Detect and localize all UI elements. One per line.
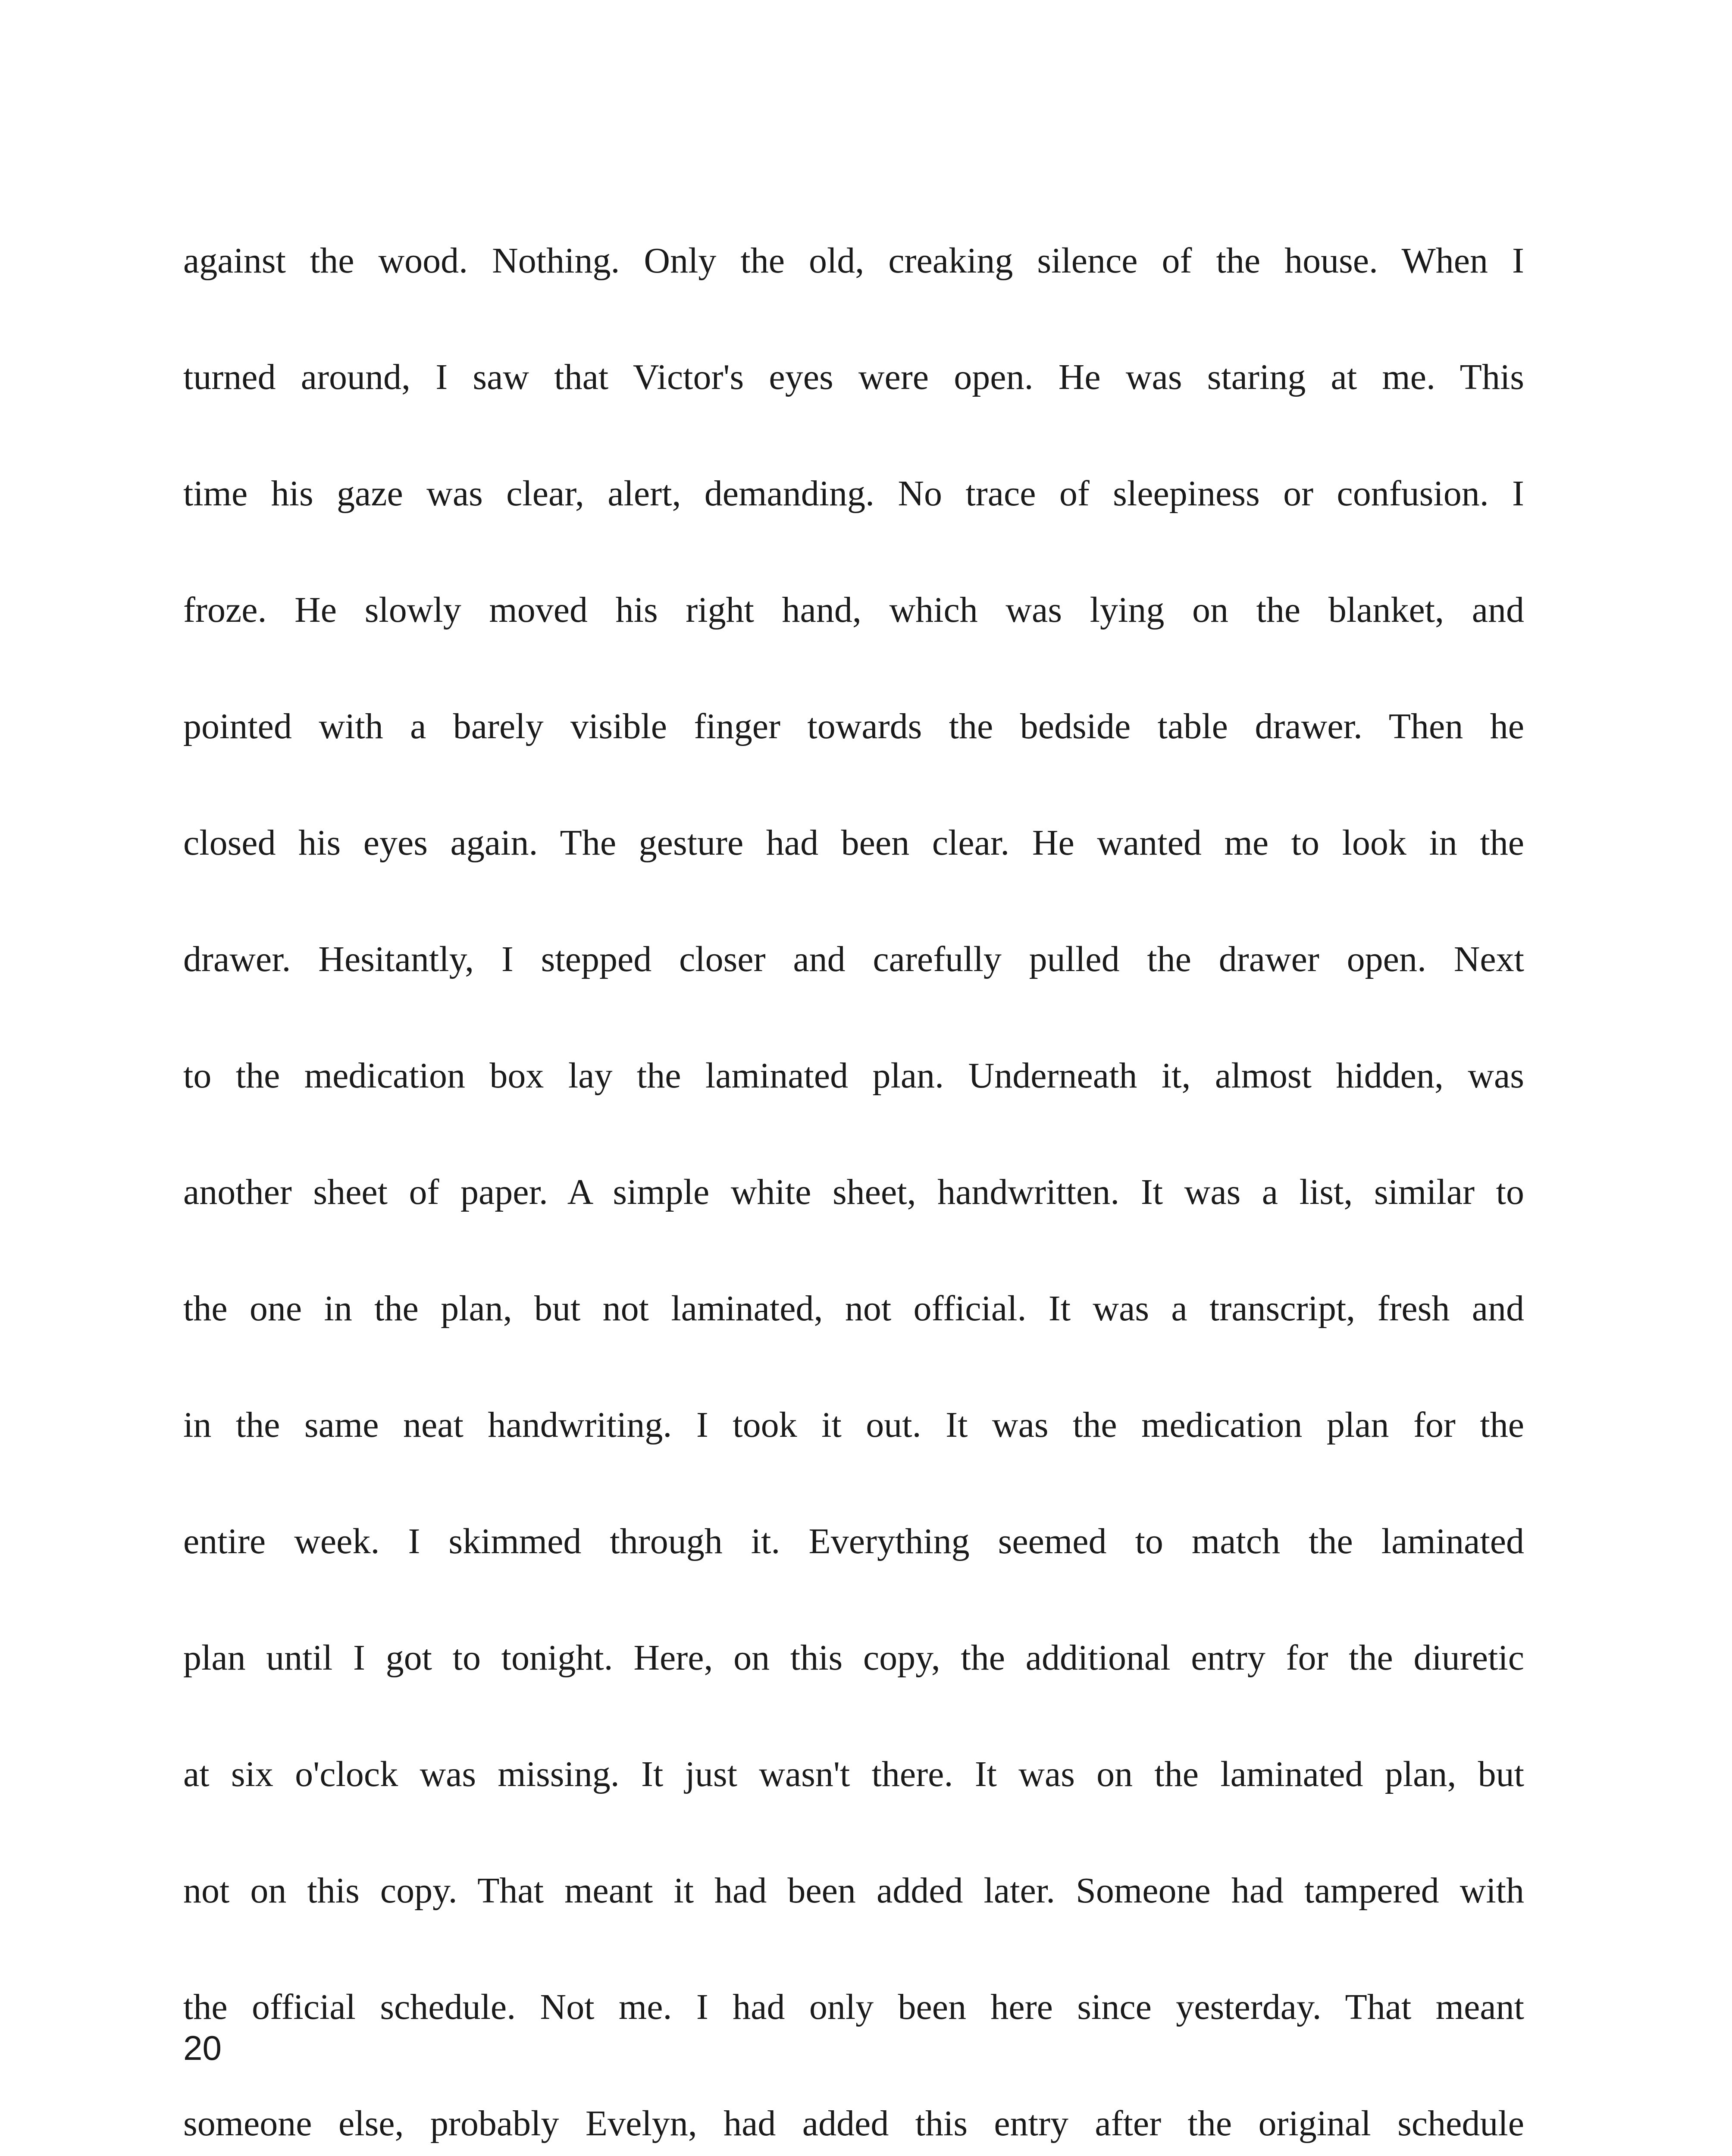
body-text <box>183 203 1524 2156</box>
text-line: froze. He slowly moved his right hand, which was lying on the blanket, and <box>183 590 1524 630</box>
text-line: at six o'clock was missing. It just wasn't there. It was on the laminated plan, but <box>183 1754 1524 1794</box>
text-line: plan until I got to tonight. Here, on this copy, the additional entry for the diuretic <box>183 1638 1524 1678</box>
text-line: to the medication box lay the laminated plan. Underneath it, almost hidden, was <box>183 1056 1524 1096</box>
text-line: time his gaze was clear, alert, demanding. No trace of sleepiness or confusion. I <box>183 473 1524 514</box>
text-line: in the same neat handwriting. I took it out. It was the medication plan for the <box>183 1405 1524 1445</box>
text-line: pointed with a barely visible finger towards the bedside table drawer. Then he <box>183 706 1524 746</box>
text-line: someone else, probably Evelyn, had added this entry after the original schedule <box>183 2103 1524 2143</box>
text-line: against the wood. Nothing. Only the old, creaking silence of the house. When I <box>183 241 1524 281</box>
text-line: closed his eyes again. The gesture had been clear. He wanted me to look in the <box>183 823 1524 863</box>
text-line: the one in the plan, but not laminated, not official. It was a transcript, fresh and <box>183 1288 1524 1329</box>
text-line: entire week. I skimmed through it. Everything seemed to match the laminated <box>183 1521 1524 1561</box>
page-number: 20 <box>183 2029 222 2067</box>
text-line: not on this copy. That meant it had been added later. Someone had tampered with <box>183 1871 1524 1911</box>
text-line: the official schedule. Not me. I had only been here since yesterday. That meant <box>183 1987 1524 2027</box>
text-line: another sheet of paper. A simple white sheet, handwritten. It was a list, similar to <box>183 1172 1524 1212</box>
text-line: drawer. Hesitantly, I stepped closer and carefully pulled the drawer open. Next <box>183 939 1524 979</box>
text-line: turned around, I saw that Victor's eyes were open. He was staring at me. This <box>183 357 1524 397</box>
